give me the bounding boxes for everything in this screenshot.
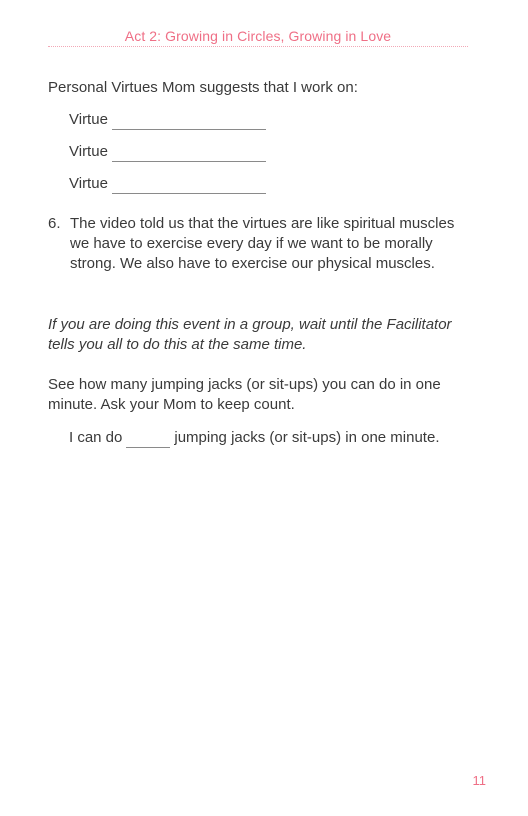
exercise-instruction: See how many jumping jacks (or sit-ups) you can do in one minute. Ask your Mom to keep count. (48, 376, 441, 413)
virtue-label: Virtue (69, 143, 108, 160)
virtue-blank-field[interactable] (112, 115, 266, 130)
virtue-label: Virtue (69, 175, 108, 192)
numbered-item-6 (48, 214, 463, 274)
virtue-line-1 (69, 110, 266, 130)
facilitator-note: If you are doing this event in a group, wait until the Facilitator tells you all to do this at the same time. (48, 316, 452, 353)
virtue-blank-field[interactable] (112, 179, 266, 194)
count-line (69, 428, 489, 448)
intro-text: Personal Virtues Mom suggests that I work on: (48, 79, 358, 96)
item-number: 6. (48, 215, 61, 232)
virtue-line-3 (69, 174, 266, 194)
count-suffix: jumping jacks (or sit-ups) in one minute. (174, 429, 440, 446)
item-text: The video told us that the virtues are like spiritual muscles we have to exercise every day if we want to be morally strong. We also have to exercise our physical muscles. (70, 215, 455, 272)
virtue-blank-field[interactable] (112, 147, 266, 162)
count-prefix: I can do (69, 429, 123, 446)
count-blank-field[interactable] (126, 433, 170, 448)
virtue-line-2 (69, 142, 266, 162)
page-number: 11 (472, 773, 486, 788)
virtue-label: Virtue (69, 111, 108, 128)
page-header: Act 2: Growing in Circles, Growing in Love (48, 26, 468, 47)
